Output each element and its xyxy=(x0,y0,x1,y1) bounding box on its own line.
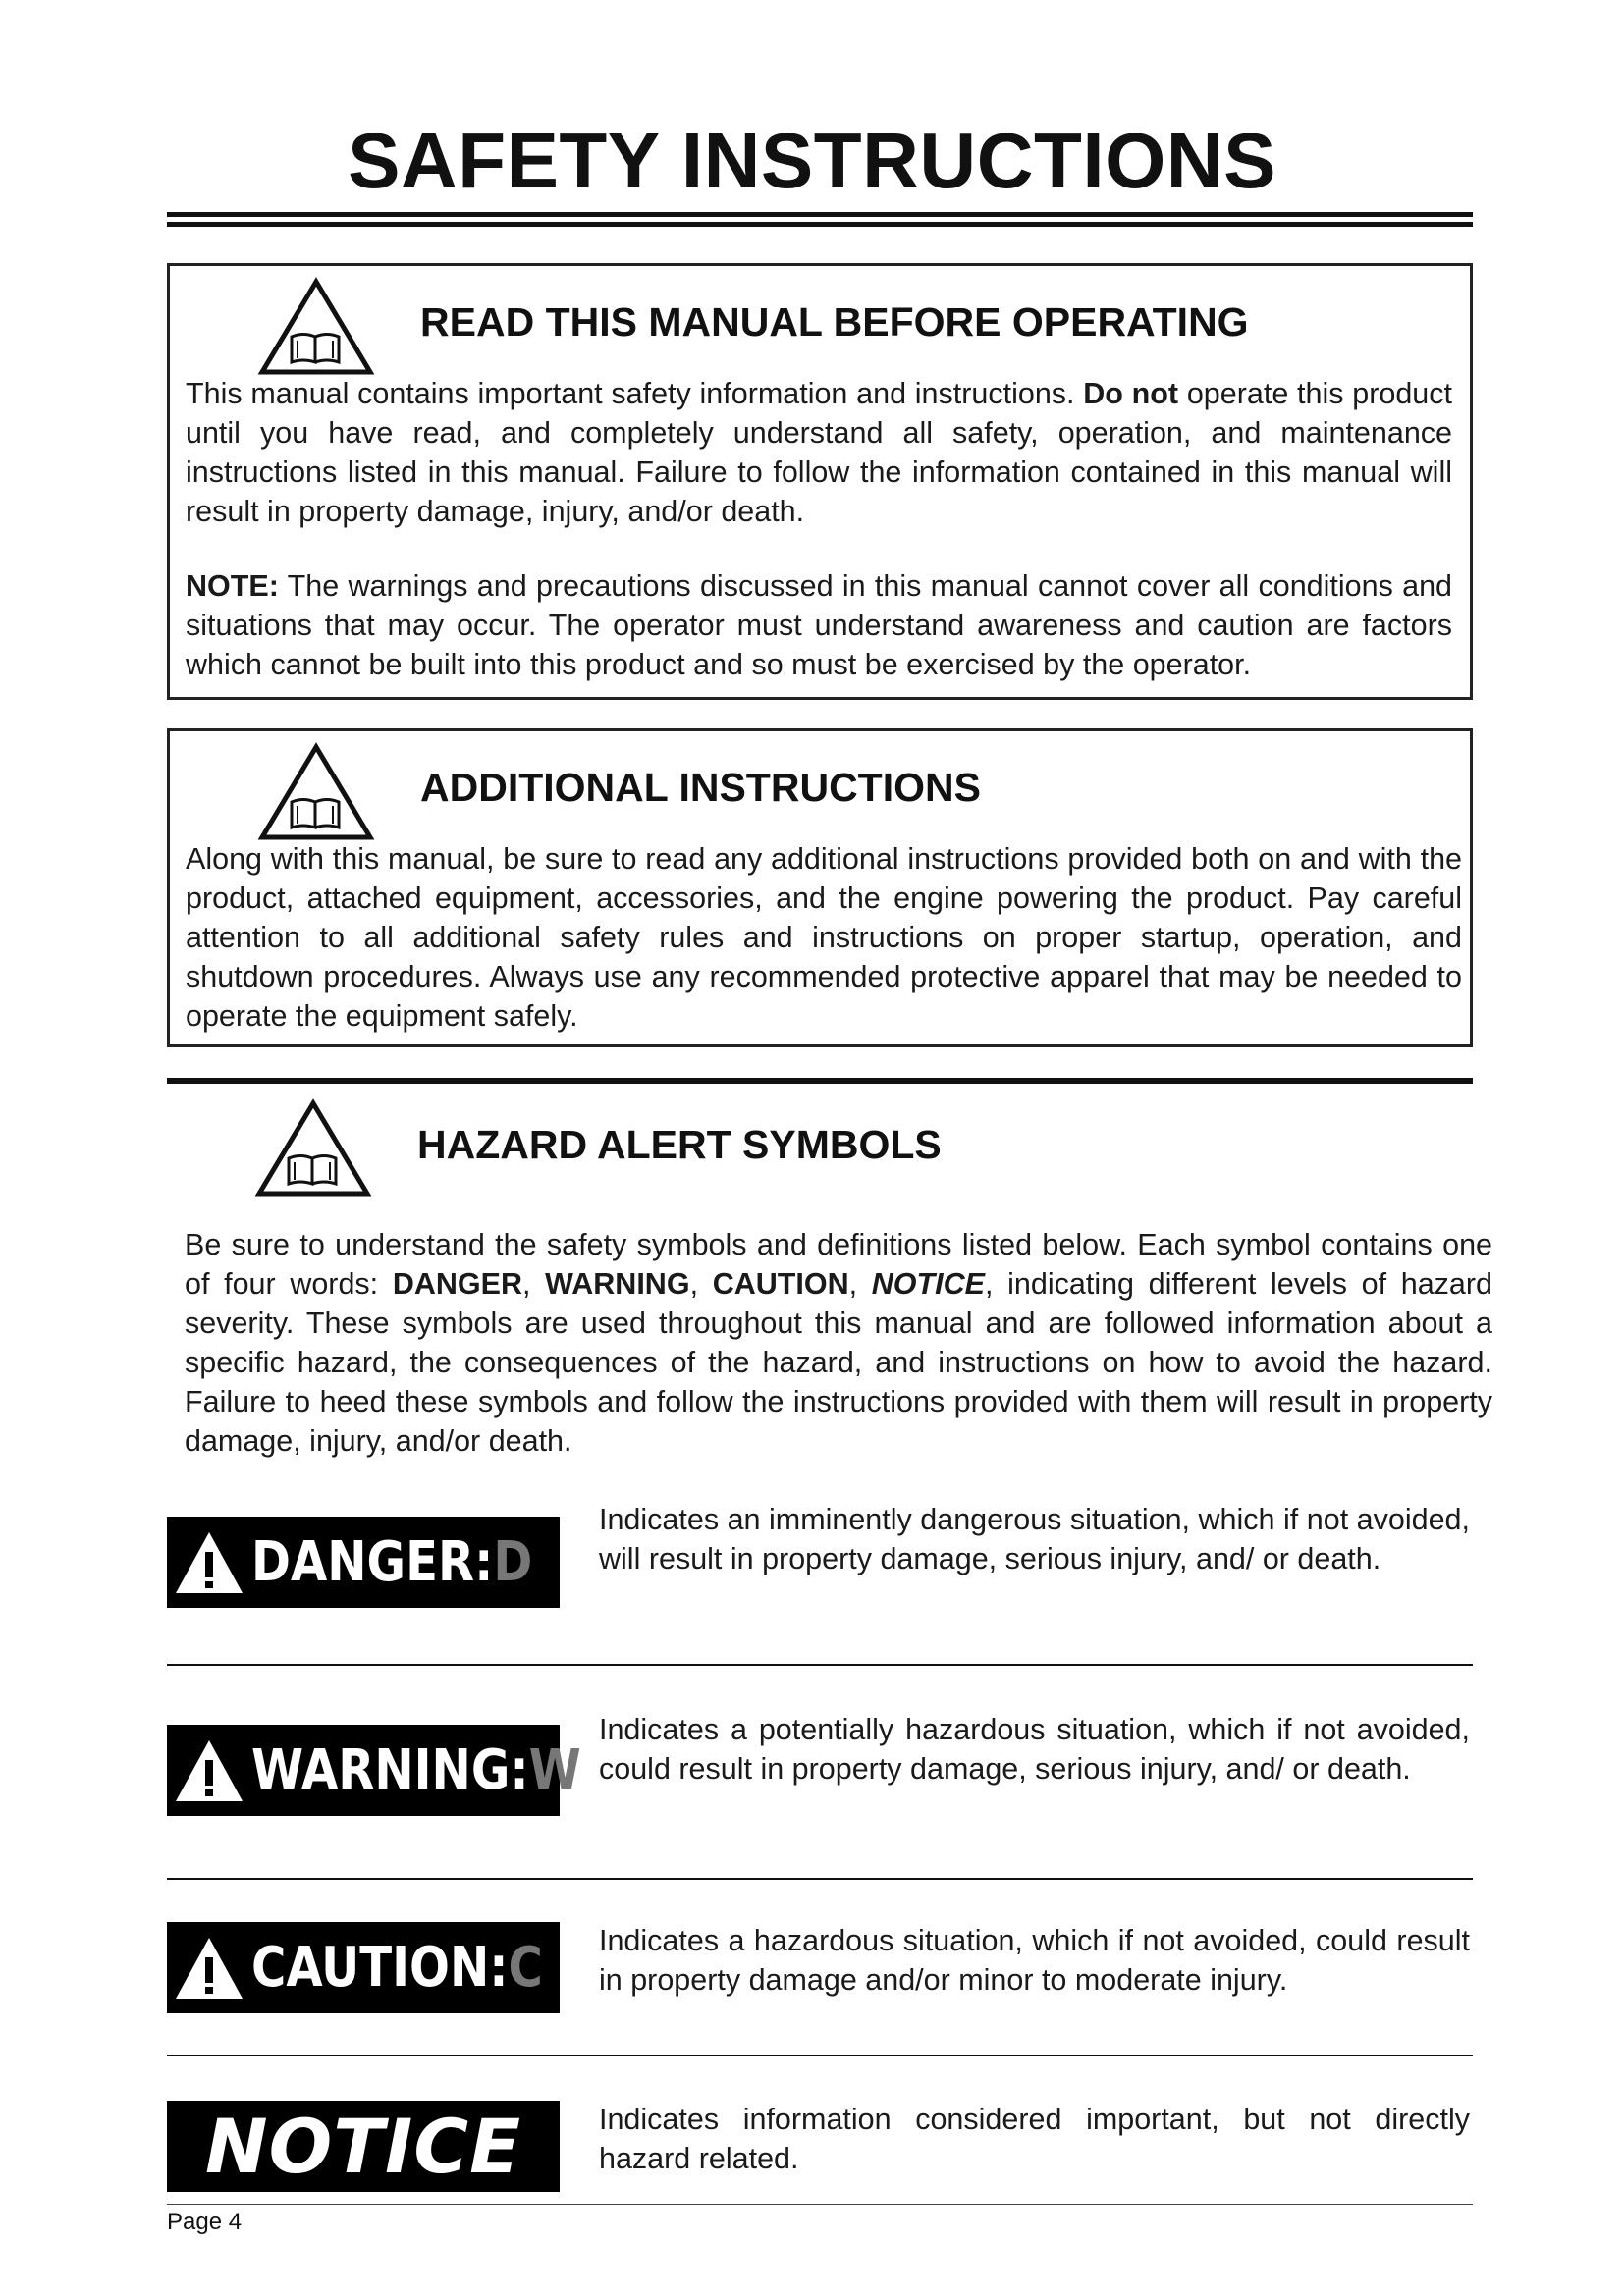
read-manual-heading: READ THIS MANUAL BEFORE OPERATING xyxy=(420,299,1249,345)
note-label: NOTE: xyxy=(186,569,279,603)
warning-divider xyxy=(167,1878,1473,1880)
notice-description: Indicates information considered important, but not directly hazard related. xyxy=(599,2103,1470,2175)
danger-description: Indicates an imminently dangerous situation, which if not avoided, will result in property damage, serious injury, and/ or death. xyxy=(599,1503,1470,1575)
danger-divider xyxy=(167,1664,1473,1666)
hazard-heading: HAZARD ALERT SYMBOLS xyxy=(417,1122,942,1167)
manual-warning-icon xyxy=(258,743,374,841)
word-warning: WARNING xyxy=(545,1267,690,1301)
read-manual-paragraph: This manual contains important safety information and instructions. Do not operate this product until you have read, and completely understand all safety, operation, and maintenance instructions listed in this manual. Failure to follow the information contained in this manual will result in property damage, injury, and/or death. xyxy=(186,377,1452,528)
read-manual-box xyxy=(167,263,1473,700)
title-rule-bottom xyxy=(167,222,1473,227)
manual-warning-icon xyxy=(258,278,374,376)
manual-warning-icon xyxy=(255,1099,371,1198)
note-paragraph: NOTE: The warnings and precautions discussed in this manual cannot cover all conditions and situations that may occur. The operator must understand awareness and caution are factors which cannot be built into this product and so must be exercised by the operator. xyxy=(186,569,1452,681)
additional-heading: ADDITIONAL INSTRUCTIONS xyxy=(420,765,981,810)
exclamation-triangle-icon xyxy=(173,1736,245,1805)
word-notice: NOTICE xyxy=(871,1267,986,1301)
page-title: SAFETY INSTRUCTIONS xyxy=(348,117,1276,204)
footer-rule xyxy=(167,2204,1473,2205)
page-number: Page 4 xyxy=(167,2209,243,2235)
notice-signal-label: NOTICE xyxy=(167,2101,560,2192)
exclamation-triangle-icon xyxy=(173,1934,245,2002)
do-not-emphasis: Do not xyxy=(1083,377,1179,410)
warning-description: Indicates a potentially hazardous situation, which if not avoided, could result in property damage, serious injury, and/ or death. xyxy=(599,1713,1470,1786)
word-caution: CAUTION xyxy=(712,1267,849,1301)
hazard-intro-paragraph: Be sure to understand the safety symbols and definitions listed below. Each symbol contains one of four words: DANGER, WARNING, CAUTION, NOTICE, indicating different levels of hazard severity. These symbols are used throughout this manual and are followed information about a specific hazard, the consequences of the hazard, and instructions on how to avoid the hazard. Failure to heed these symbols and follow the instructions provided with them will result in property damage, injury, and/or death. xyxy=(185,1228,1492,1458)
caution-description: Indicates a hazardous situation, which if not avoided, could result in property damage and/or minor to moderate injury. xyxy=(599,1924,1470,1997)
caution-divider xyxy=(167,2055,1473,2056)
additional-paragraph: Along with this manual, be sure to read any additional instructions provided both on and with the product, attached equipment, accessories, and the engine powering the product. Pay careful attention to all additional safety rules and instructions on proper startup, operation, and shutdown procedures. Always use any recommended protective apparel that may be needed to operate the equipment safely. xyxy=(186,842,1462,1033)
exclamation-triangle-icon xyxy=(173,1528,245,1597)
warning-signal-label: WARNING:W xyxy=(167,1725,560,1816)
hazard-section-rule xyxy=(167,1078,1473,1084)
word-danger: DANGER xyxy=(392,1267,522,1301)
title-rule-top xyxy=(167,212,1473,217)
additional-instructions-box xyxy=(167,728,1473,1047)
caution-signal-label: CAUTION:C xyxy=(167,1922,560,2013)
danger-signal-label: DANGER:D xyxy=(167,1517,560,1608)
